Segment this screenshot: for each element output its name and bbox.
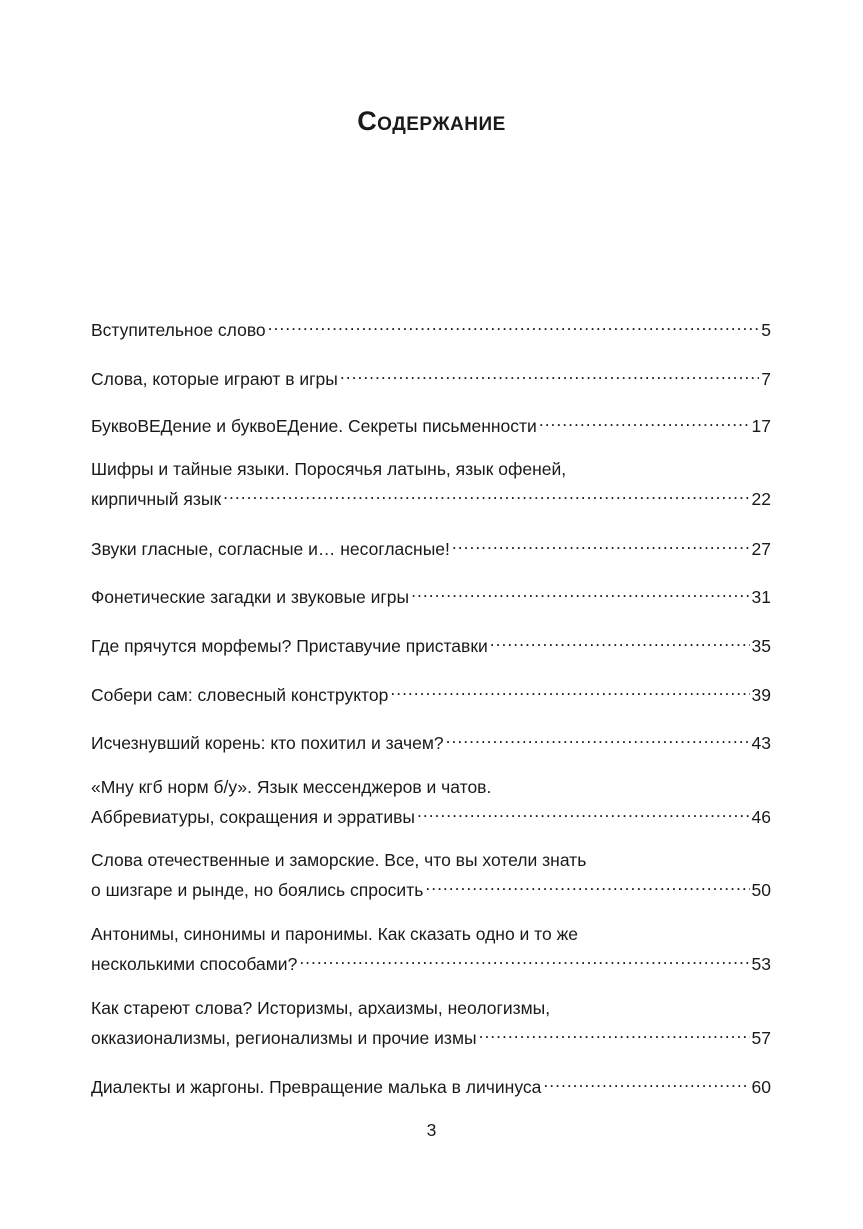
toc-entry-title: Аббревиатуры, сокращения и эрративы <box>91 807 415 827</box>
toc-entry-title-line: Как стареют слова? Историзмы, архаизмы, неологизмы, <box>91 998 551 1018</box>
toc-entry <box>91 312 771 342</box>
toc-entry <box>91 408 771 438</box>
toc-entry-page: 27 <box>751 539 771 559</box>
toc-entry-title: Фонетические загадки и звуковые игры <box>91 587 410 607</box>
toc-leader-dots <box>539 408 750 432</box>
toc-entry-page: 7 <box>761 369 771 389</box>
toc-leader-dots <box>490 628 750 652</box>
toc-entry-title: БуквоВЕДение и буквоЕДение. Секреты письменности <box>91 416 537 436</box>
toc-entry-page: 43 <box>751 733 771 753</box>
toc-entry-title-line: Слова отечественные и заморские. Все, что вы хотели знать <box>91 850 587 870</box>
toc-entry <box>91 922 771 976</box>
toc-leader-dots <box>543 1069 749 1093</box>
toc-entry <box>91 725 771 755</box>
toc-entry-title-line: «Мну кгб норм б/у». Язык мессенджеров и чатов. <box>91 777 492 797</box>
toc-entry-page: 31 <box>751 587 771 607</box>
toc-leader-dots <box>417 799 750 823</box>
toc-entry-page: 35 <box>751 636 771 656</box>
toc-entry <box>91 677 771 707</box>
toc-entry-title: кирпичный язык <box>91 489 222 509</box>
toc-entry-title-line: Антонимы, синонимы и паронимы. Как сказать одно и то же <box>91 924 579 944</box>
toc-leader-dots <box>268 312 760 336</box>
toc-entry <box>91 531 771 561</box>
toc-entry-page: 5 <box>761 320 771 340</box>
page-title: Содержание <box>357 106 506 136</box>
toc-entry <box>91 775 771 829</box>
toc-leader-dots <box>390 677 749 701</box>
toc-entry <box>91 579 771 609</box>
toc-entry <box>91 1069 771 1099</box>
toc-entry-title: Звуки гласные, согласные и… несогласные! <box>91 539 450 559</box>
toc-leader-dots <box>411 579 749 603</box>
toc-entry-page: 39 <box>751 685 771 705</box>
toc-leader-dots <box>299 946 749 970</box>
toc-entry <box>91 848 771 902</box>
toc-entry-page: 46 <box>751 807 771 827</box>
toc-entry-title-line: Шифры и тайные языки. Поросячья латынь, язык офеней, <box>91 459 567 479</box>
toc-entry-title: Где прячутся морфемы? Приставучие приставки <box>91 636 488 656</box>
toc-entry-page: 60 <box>751 1077 771 1097</box>
toc-leader-dots <box>446 725 750 749</box>
toc-entry <box>91 361 771 391</box>
toc-entry-page: 53 <box>751 954 771 974</box>
toc-entry-title: Слова, которые играют в игры <box>91 369 338 389</box>
toc-leader-dots <box>479 1020 750 1044</box>
toc-entry <box>91 996 771 1050</box>
toc-entry-page: 50 <box>751 880 771 900</box>
toc-entry-title: Вступительное слово <box>91 320 266 340</box>
toc-leader-dots <box>452 531 750 555</box>
toc-leader-dots <box>425 872 749 896</box>
toc-entry-title: Исчезнувший корень: кто похитил и зачем? <box>91 733 444 753</box>
toc-leader-dots <box>340 361 759 385</box>
toc-entry-page: 17 <box>751 416 771 436</box>
toc-entry-page: 22 <box>751 489 771 509</box>
toc-entry-title: Диалекты и жаргоны. Превращение малька в личинуса <box>91 1077 542 1097</box>
page-number: 3 <box>426 1120 437 1140</box>
toc-entry <box>91 628 771 658</box>
toc-entry-title: о шизгаре и рынде, но боялись спросить <box>91 880 424 900</box>
toc-entry <box>91 457 771 511</box>
toc-leader-dots <box>223 481 749 505</box>
toc-entry-title: Собери сам: словесный конструктор <box>91 685 389 705</box>
toc-entry-title: окказионализмы, регионализмы и прочие измы <box>91 1028 477 1048</box>
toc-entry-title: несколькими способами? <box>91 954 298 974</box>
toc-entry-page: 57 <box>751 1028 771 1048</box>
